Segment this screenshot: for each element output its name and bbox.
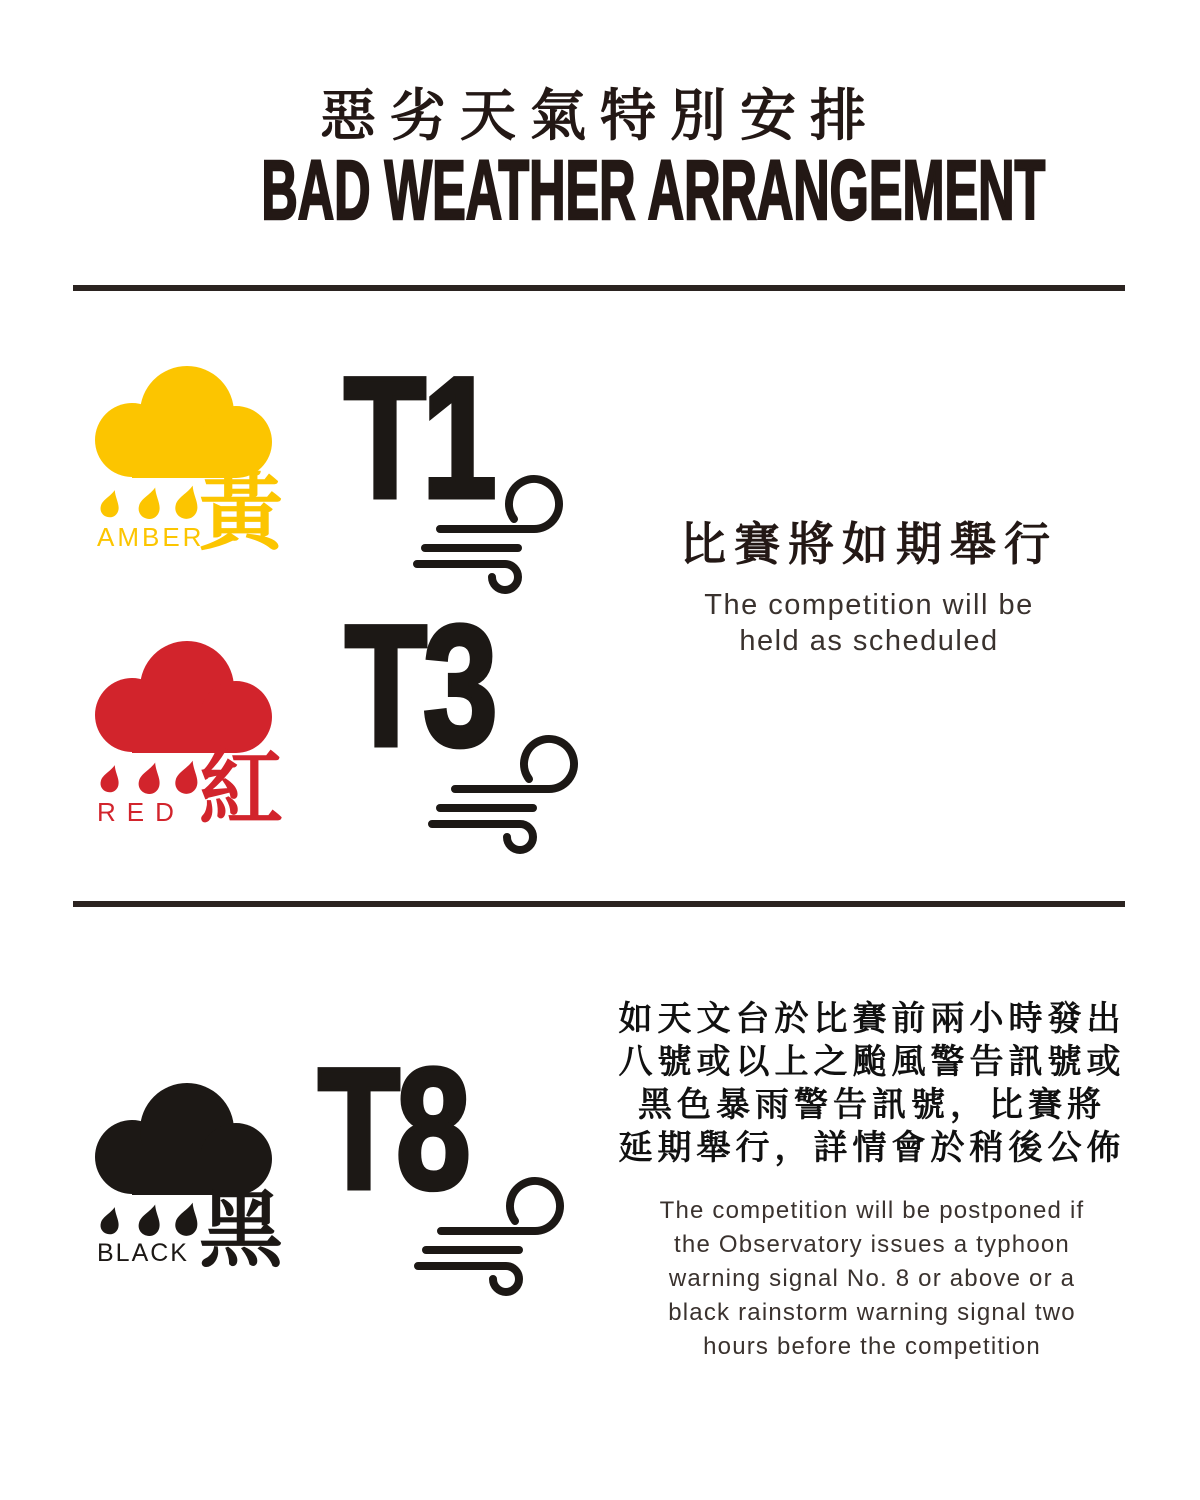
- postponed-en-line2: the Observatory issues a typhoon: [674, 1231, 1070, 1258]
- signal-t1-label: T1: [344, 342, 493, 534]
- wind-icon: [418, 1178, 563, 1292]
- postponed-en-line3: warning signal No. 8 or above or a: [668, 1265, 1076, 1292]
- red-rain-badge: [95, 640, 385, 850]
- page-title-en: BAD WEATHER ARRANGEMENT: [261, 143, 1046, 237]
- postponed-text-en: [588, 1194, 1156, 1364]
- postponed-en-line5: hours before the competition: [703, 1333, 1041, 1360]
- held-result-en-line2: held as scheduled: [739, 624, 999, 657]
- red-label-en: RED: [97, 797, 185, 827]
- amber-label-en: AMBER: [97, 522, 205, 552]
- postponed-text-zh: [598, 998, 1146, 1170]
- postponed-zh-line2: 八號或以上之颱風警告訊號或: [618, 1043, 1126, 1081]
- page-title-zh: 惡劣天氣特別安排: [320, 84, 880, 147]
- held-result-zh: 比賽將如期舉行: [680, 518, 1058, 570]
- black-label-en: BLACK: [97, 1239, 189, 1267]
- amber-label-zh: 黃: [199, 466, 284, 560]
- held-result-en-line1: The competition will be: [704, 588, 1034, 621]
- signal-t3-label: T3: [345, 590, 494, 782]
- postponed-zh-line4: 延期舉行，詳情會於稍後公佈: [618, 1129, 1126, 1167]
- postponed-en-line4: black rainstorm warning signal two: [668, 1299, 1076, 1326]
- wind-icon: [417, 476, 562, 590]
- wind-icon: [432, 736, 577, 850]
- postponed-en-line1: The competition will be postponed if: [659, 1197, 1085, 1224]
- held-result-block: [614, 518, 1124, 659]
- page-title-en-wrap: [0, 143, 1200, 237]
- signal-t8-label: T8: [318, 1033, 467, 1225]
- divider-top: [73, 285, 1125, 291]
- black-label-zh: 黑: [199, 1183, 284, 1277]
- postponed-zh-line3: 黑色暴雨警告訊號，比賽將: [638, 1086, 1106, 1124]
- postponed-zh-line1: 如天文台於比賽前兩小時發出: [618, 1000, 1126, 1038]
- amber-rain-badge: [95, 365, 385, 575]
- divider-bottom: [73, 901, 1125, 907]
- held-result-en: [614, 587, 1124, 659]
- red-label-zh: 紅: [199, 741, 284, 835]
